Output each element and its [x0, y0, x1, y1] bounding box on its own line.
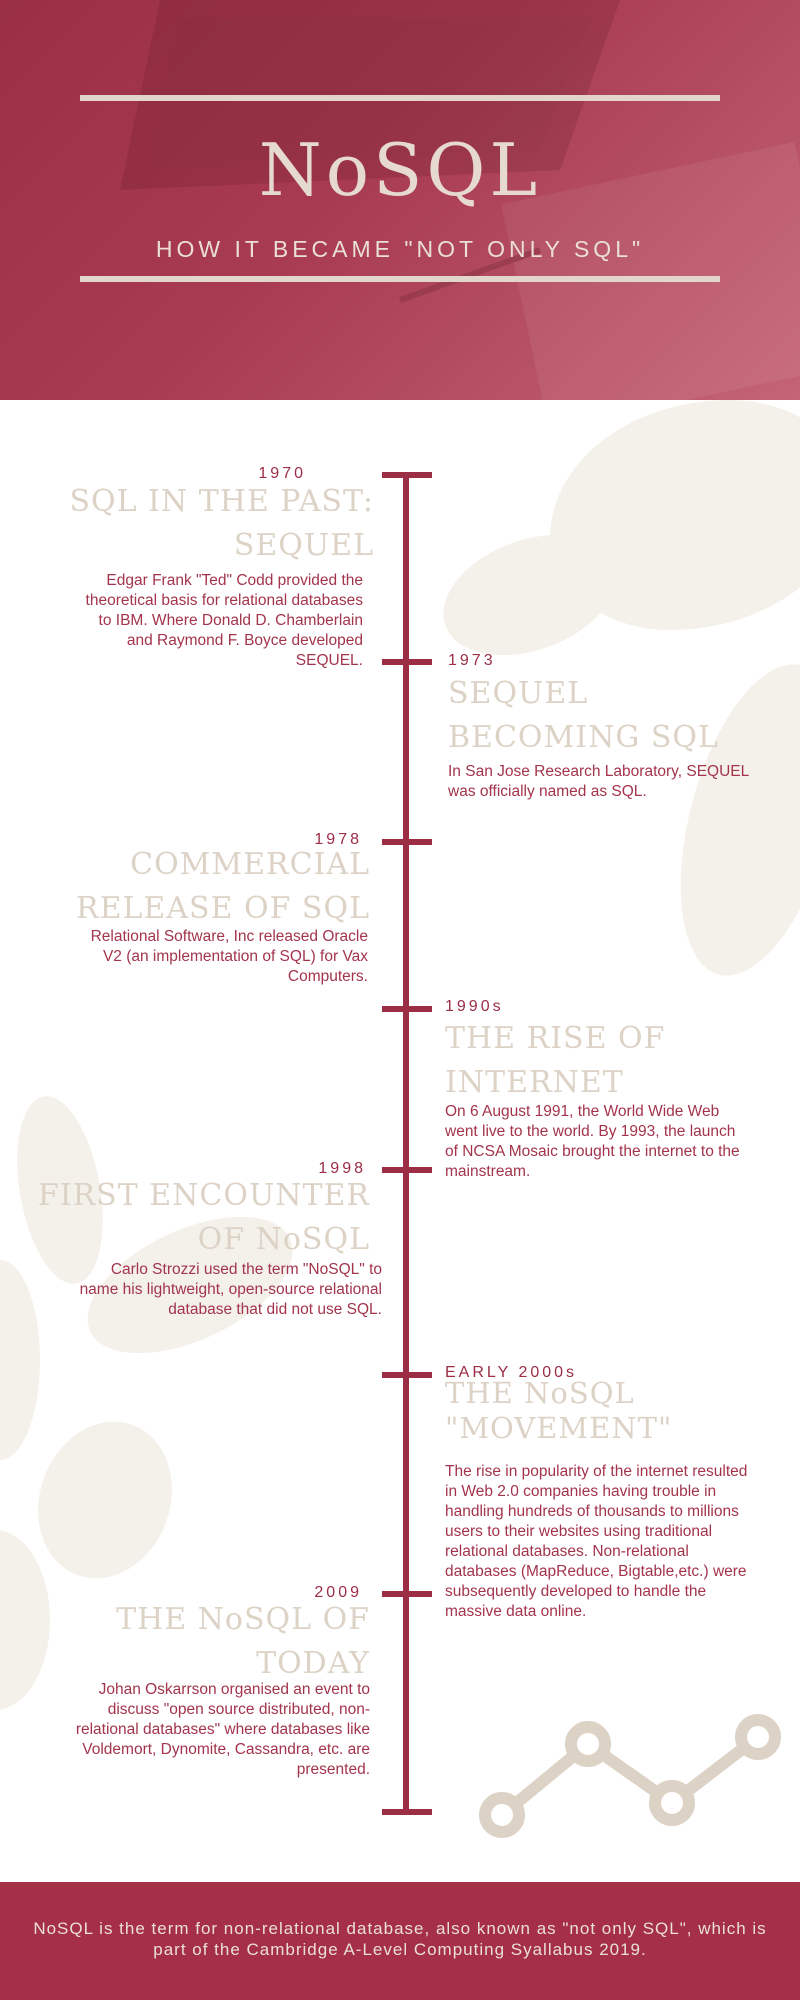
event-heading: THE NoSQL "MOVEMENT" — [445, 1376, 673, 1445]
timeline-tick — [382, 839, 432, 845]
event-text: Carlo Strozzi used the term "NoSQL" to name his lightweight, open-source relational database that did not use SQL. — [79, 1261, 382, 1318]
timeline-tick — [382, 1591, 432, 1597]
event-heading: SEQUEL BECOMING SQL — [448, 676, 719, 755]
event-heading: SQL IN THE PAST: SEQUEL — [69, 484, 374, 563]
header-top-rule — [80, 95, 720, 101]
timeline-tick — [382, 1809, 432, 1815]
event-heading: COMMERCIAL RELEASE OF SQL — [76, 847, 370, 926]
footer-text: NoSQL is the term for non-relational database, also known as "not only SQL", which is part of the Cambridge A-Level Computing Syallabus 2019. — [33, 1919, 767, 1959]
leaf-decoration — [0, 1530, 50, 1710]
event-heading: THE RISE OF INTERNET — [445, 1021, 666, 1100]
timeline-spine — [403, 472, 409, 1812]
leaf-decoration — [17, 1403, 194, 1598]
timeline-tick — [382, 1372, 432, 1378]
event-text: Johan Oskarrson organised an event to discuss "open source distributed, non-relational databases" where databases like Voldemort, Dynomite, Cassandra, etc. are presented. — [75, 1681, 370, 1778]
footer — [0, 1882, 800, 2000]
event-year: EARLY 2000s — [445, 1364, 578, 1381]
header-banner — [0, 0, 800, 400]
event-year: 1990s — [445, 998, 504, 1015]
event-text: The rise in popularity of the internet resulted in Web 2.0 companies having trouble in handling hundreds of thousands to millions users to their websites using traditional relational databases. Non-relational databases (MapReduce, Bigtable,etc.) were subsequently developed to handle the massive data online. — [445, 1463, 748, 1620]
event-year: 1978 — [314, 831, 362, 848]
event-year: 1973 — [448, 652, 496, 669]
page-title: NoSQL — [258, 128, 542, 212]
event-year: 2009 — [314, 1584, 362, 1601]
event-text: Edgar Frank "Ted" Codd provided the theoretical basis for relational databases to IBM. Where Donald D. Chamberlain and Raymond F. Boyce developed SEQUEL. — [85, 572, 363, 669]
event-year: 1970 — [258, 465, 306, 482]
page-subtitle: HOW IT BECAME "NOT ONLY SQL" — [155, 236, 645, 262]
event-heading: FIRST ENCOUNTER OF NoSQL — [37, 1178, 370, 1257]
event-heading: THE NoSQL OF TODAY — [116, 1602, 370, 1681]
timeline-tick — [382, 1167, 432, 1173]
event-year: 1998 — [318, 1160, 366, 1177]
header-bottom-rule — [80, 276, 720, 282]
leaf-decoration — [0, 1260, 40, 1460]
timeline-tick — [382, 472, 432, 478]
timeline-tick — [382, 659, 432, 665]
event-text: On 6 August 1991, the World Wide Web went live to the world. By 1993, the launch of NCSA Mosaic brought the internet to the mainstream. — [445, 1103, 740, 1180]
event-text: Relational Software, Inc released Oracle V2 (an implementation of SQL) for Vax Computers. — [90, 928, 368, 985]
event-text: In San Jose Research Laboratory, SEQUEL was officially named as SQL. — [448, 763, 749, 800]
timeline-tick — [382, 1006, 432, 1012]
